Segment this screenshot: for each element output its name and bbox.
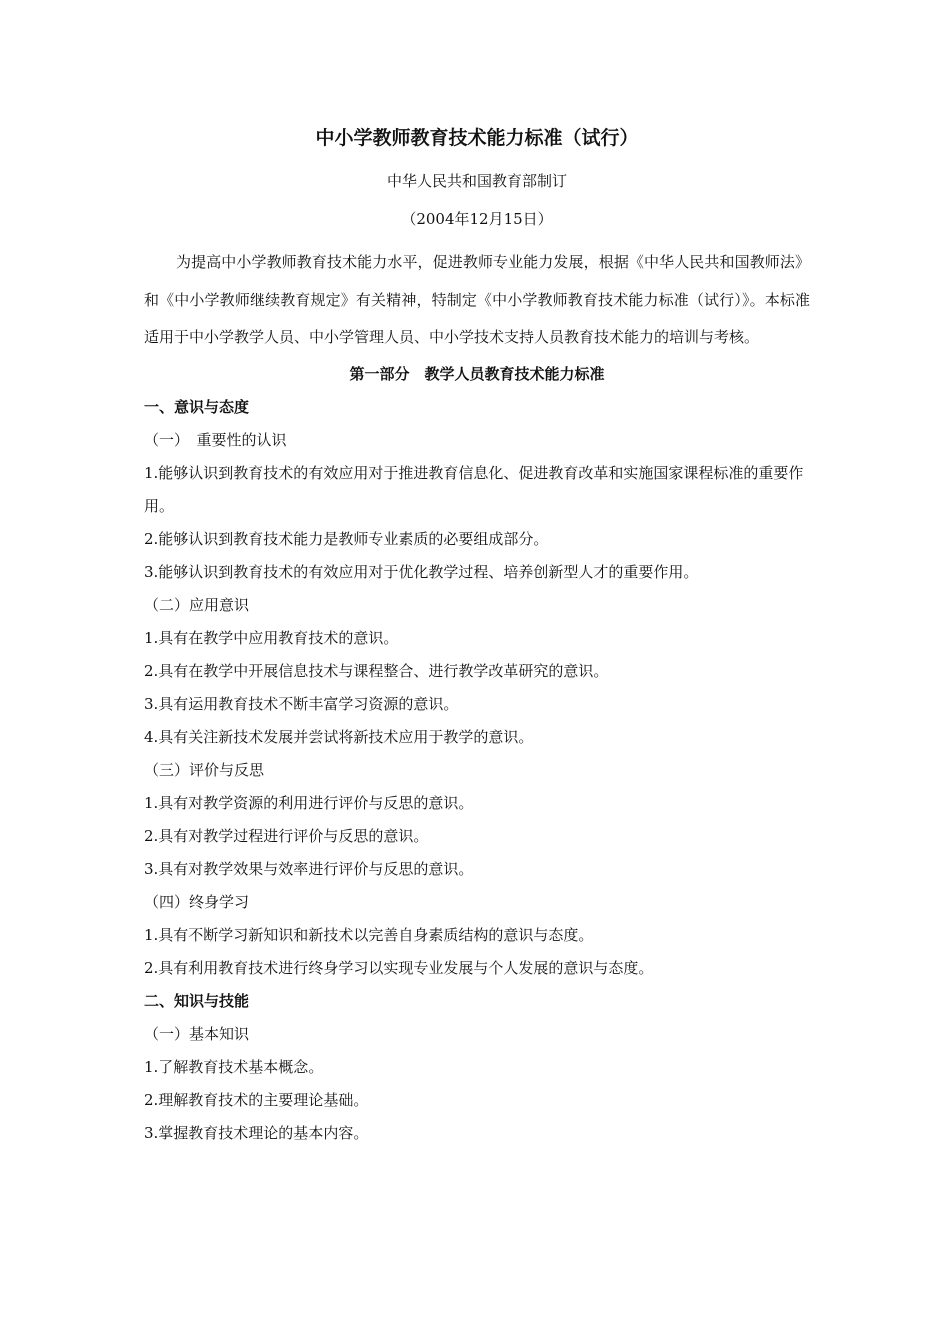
document-title: 中小学教师教育技术能力标准（试行） (315, 127, 639, 149)
section1-sub3-title: （三）评价与反思 (144, 760, 265, 779)
section1-title: 一、意识与态度 (144, 397, 250, 416)
list-item: 2.理解教育技术的主要理论基础。 (144, 1090, 369, 1109)
list-item: 4.具有关注新技术发展并尝试将新技术应用于教学的意识。 (144, 727, 534, 746)
list-item: 2.能够认识到教育技术能力是教师专业素质的必要组成部分。 (144, 529, 549, 548)
document-date: （2004年12月15日） (401, 210, 553, 228)
list-item: 2.具有对教学过程进行评价与反思的意识。 (144, 826, 429, 845)
document-issuer: 中华人民共和国教育部制订 (386, 172, 567, 190)
section2-sub1-title: （一）基本知识 (144, 1024, 250, 1043)
intro-paragraph: 为提高中小学教师教育技术能力水平，促进教师专业能力发展，根据《中华人民共和国教师法》和《中小学教师继续教育规定》有关精神，特制定《中小学教师教育技术能力标准（试行）》。本标准适用于中小学教学人员、中小学管理人员、中小学技术支持人员教育技术能力的培训与考核。 (144, 253, 810, 346)
section1-sub1-title: （一） 重要性的认识 (144, 430, 287, 449)
list-item: 1.了解教育技术基本概念。 (144, 1057, 324, 1076)
list-item: 3.能够认识到教育技术的有效应用对于优化教学过程、培养创新型人才的重要作用。 (144, 562, 699, 581)
list-item: 1.具有在教学中应用教育技术的意识。 (144, 628, 399, 647)
section1-sub4-title: （四）终身学习 (144, 892, 250, 911)
list-item: 3.掌握教育技术理论的基本内容。 (144, 1123, 369, 1142)
list-item: 2.具有利用教育技术进行终身学习以实现专业发展与个人发展的意识与态度。 (144, 958, 654, 977)
list-item: 1.具有对教学资源的利用进行评价与反思的意识。 (144, 793, 474, 812)
section2-title: 二、知识与技能 (144, 991, 250, 1010)
document-content (144, 118, 810, 1150)
list-item: 1.能够认识到教育技术的有效应用对于推进教育信息化、促进教育改革和实施国家课程标准的重要作用。 (144, 463, 804, 515)
list-item: 3.具有对教学效果与效率进行评价与反思的意识。 (144, 859, 474, 878)
section1-sub2-title: （二）应用意识 (144, 595, 250, 614)
list-item: 3.具有运用教育技术不断丰富学习资源的意识。 (144, 694, 459, 713)
list-item: 1.具有不断学习新知识和新技术以完善自身素质结构的意识与态度。 (144, 925, 594, 944)
list-item: 2.具有在教学中开展信息技术与课程整合、进行教学改革研究的意识。 (144, 661, 609, 680)
part1-title: 第一部分 教学人员教育技术能力标准 (349, 364, 605, 383)
